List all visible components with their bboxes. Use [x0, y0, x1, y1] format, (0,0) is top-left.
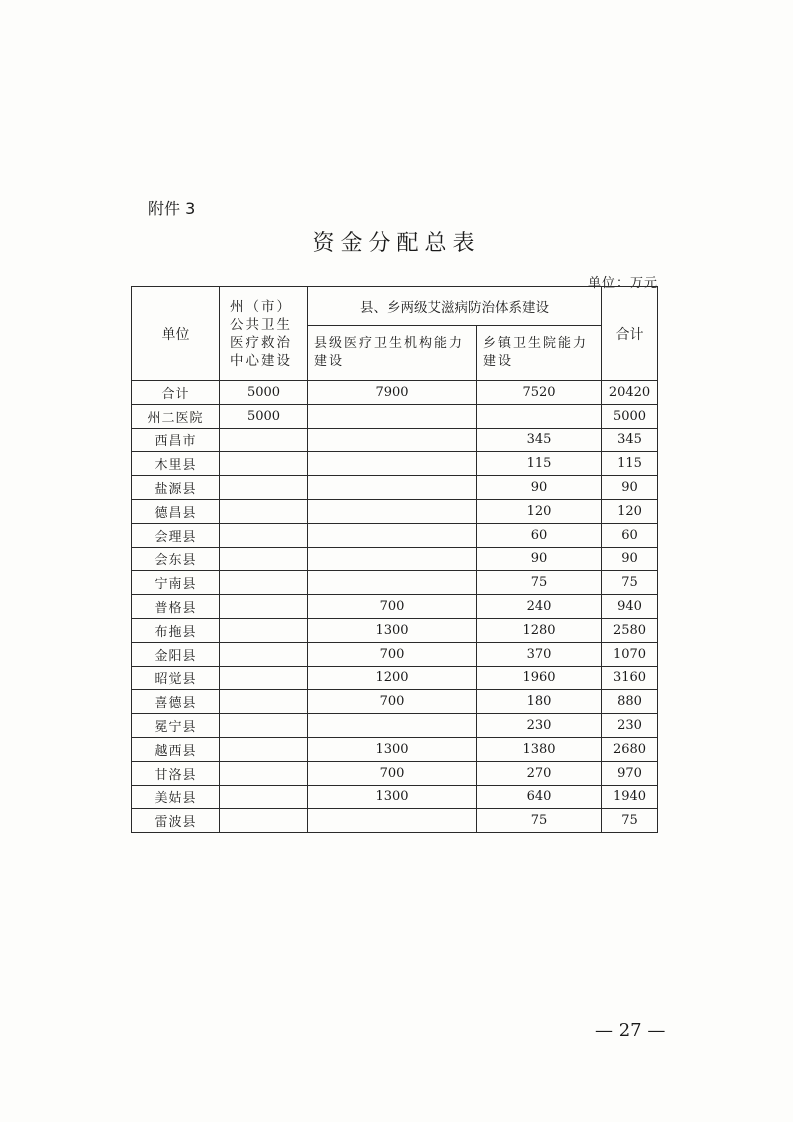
row-name: 会东县 — [132, 547, 220, 571]
table-row — [132, 737, 658, 761]
cell-public-center — [220, 476, 308, 500]
cell-township-level: 230 — [477, 714, 602, 738]
cell-county-level — [308, 499, 477, 523]
cell-county-level: 1300 — [308, 618, 477, 642]
cell-total: 345 — [602, 428, 658, 452]
cell-township-level: 270 — [477, 761, 602, 785]
cell-county-level — [308, 476, 477, 500]
cell-township-level: 75 — [477, 571, 602, 595]
table-row — [132, 666, 658, 690]
table-row — [132, 381, 658, 405]
cell-total: 880 — [602, 690, 658, 714]
table-row — [132, 642, 658, 666]
cell-total: 2580 — [602, 618, 658, 642]
row-name: 美姑县 — [132, 785, 220, 809]
cell-township-level: 1960 — [477, 666, 602, 690]
cell-total: 940 — [602, 595, 658, 619]
cell-township-level: 115 — [477, 452, 602, 476]
cell-township-level: 75 — [477, 809, 602, 833]
cell-public-center — [220, 499, 308, 523]
cell-public-center: 5000 — [220, 381, 308, 405]
allocation-table — [131, 286, 658, 833]
row-name: 普格县 — [132, 595, 220, 619]
row-name: 雷波县 — [132, 809, 220, 833]
cell-public-center — [220, 642, 308, 666]
cell-township-level: 120 — [477, 499, 602, 523]
row-name: 西昌市 — [132, 428, 220, 452]
cell-county-level — [308, 452, 477, 476]
cell-public-center — [220, 547, 308, 571]
cell-public-center — [220, 595, 308, 619]
header-unit: 单位 — [132, 287, 220, 381]
cell-county-level: 700 — [308, 642, 477, 666]
cell-total: 60 — [602, 523, 658, 547]
table-row — [132, 523, 658, 547]
cell-public-center — [220, 785, 308, 809]
cell-total: 20420 — [602, 381, 658, 405]
cell-total: 1070 — [602, 642, 658, 666]
table-row — [132, 690, 658, 714]
cell-township-level: 7520 — [477, 381, 602, 405]
table-row — [132, 428, 658, 452]
cell-public-center — [220, 761, 308, 785]
row-name: 州二医院 — [132, 404, 220, 428]
cell-public-center — [220, 452, 308, 476]
cell-county-level — [308, 714, 477, 738]
attachment-label: 附件 3 — [148, 199, 196, 218]
cell-township-level: 90 — [477, 476, 602, 500]
cell-public-center — [220, 737, 308, 761]
cell-township-level: 60 — [477, 523, 602, 547]
cell-township-level: 1280 — [477, 618, 602, 642]
row-name: 越西县 — [132, 737, 220, 761]
cell-total: 970 — [602, 761, 658, 785]
row-name: 金阳县 — [132, 642, 220, 666]
cell-county-level — [308, 523, 477, 547]
cell-total: 115 — [602, 452, 658, 476]
cell-public-center — [220, 523, 308, 547]
cell-county-level: 700 — [308, 595, 477, 619]
table-row — [132, 595, 658, 619]
row-name: 会理县 — [132, 523, 220, 547]
header-public-center: 州（市）公共卫生医疗救治中心建设 — [220, 287, 308, 381]
cell-total: 230 — [602, 714, 658, 738]
cell-county-level: 700 — [308, 690, 477, 714]
header-group: 县、乡两级艾滋病防治体系建设 — [308, 287, 602, 326]
table-row — [132, 618, 658, 642]
cell-county-level — [308, 547, 477, 571]
cell-total: 5000 — [602, 404, 658, 428]
cell-township-level — [477, 404, 602, 428]
table-row — [132, 452, 658, 476]
cell-public-center — [220, 666, 308, 690]
row-name: 合计 — [132, 381, 220, 405]
cell-public-center — [220, 428, 308, 452]
row-name: 木里县 — [132, 452, 220, 476]
cell-county-level: 700 — [308, 761, 477, 785]
table-row — [132, 476, 658, 500]
row-name: 盐源县 — [132, 476, 220, 500]
cell-public-center — [220, 809, 308, 833]
row-name: 喜德县 — [132, 690, 220, 714]
cell-county-level — [308, 428, 477, 452]
row-name: 德昌县 — [132, 499, 220, 523]
cell-public-center — [220, 690, 308, 714]
row-name: 冕宁县 — [132, 714, 220, 738]
unit-note: 单位：万元 — [588, 276, 659, 291]
table-row — [132, 761, 658, 785]
table-row — [132, 547, 658, 571]
cell-county-level: 1200 — [308, 666, 477, 690]
page-title: 资金分配总表 — [312, 231, 481, 256]
header-total: 合计 — [602, 287, 658, 381]
cell-total: 120 — [602, 499, 658, 523]
table-header-row — [132, 287, 658, 326]
cell-township-level: 1380 — [477, 737, 602, 761]
table-row — [132, 785, 658, 809]
table-row — [132, 404, 658, 428]
cell-township-level: 180 — [477, 690, 602, 714]
page-number: — 27 — — [595, 1020, 666, 1041]
cell-county-level — [308, 809, 477, 833]
cell-county-level: 1300 — [308, 785, 477, 809]
cell-total: 2680 — [602, 737, 658, 761]
cell-public-center — [220, 714, 308, 738]
cell-total: 90 — [602, 476, 658, 500]
cell-total: 1940 — [602, 785, 658, 809]
cell-county-level — [308, 571, 477, 595]
table-row — [132, 714, 658, 738]
cell-township-level: 345 — [477, 428, 602, 452]
cell-total: 75 — [602, 809, 658, 833]
cell-total: 75 — [602, 571, 658, 595]
cell-total: 3160 — [602, 666, 658, 690]
table-row — [132, 499, 658, 523]
cell-township-level: 640 — [477, 785, 602, 809]
cell-public-center — [220, 618, 308, 642]
cell-county-level: 7900 — [308, 381, 477, 405]
row-name: 甘洛县 — [132, 761, 220, 785]
row-name: 宁南县 — [132, 571, 220, 595]
row-name: 布拖县 — [132, 618, 220, 642]
header-county-level: 县级医疗卫生机构能力建设 — [308, 326, 477, 381]
cell-county-level — [308, 404, 477, 428]
cell-county-level: 1300 — [308, 737, 477, 761]
header-township-level: 乡镇卫生院能力建设 — [477, 326, 602, 381]
cell-township-level: 370 — [477, 642, 602, 666]
table-row — [132, 571, 658, 595]
cell-total: 90 — [602, 547, 658, 571]
cell-township-level: 90 — [477, 547, 602, 571]
row-name: 昭觉县 — [132, 666, 220, 690]
cell-township-level: 240 — [477, 595, 602, 619]
cell-public-center: 5000 — [220, 404, 308, 428]
table-row — [132, 809, 658, 833]
cell-public-center — [220, 571, 308, 595]
